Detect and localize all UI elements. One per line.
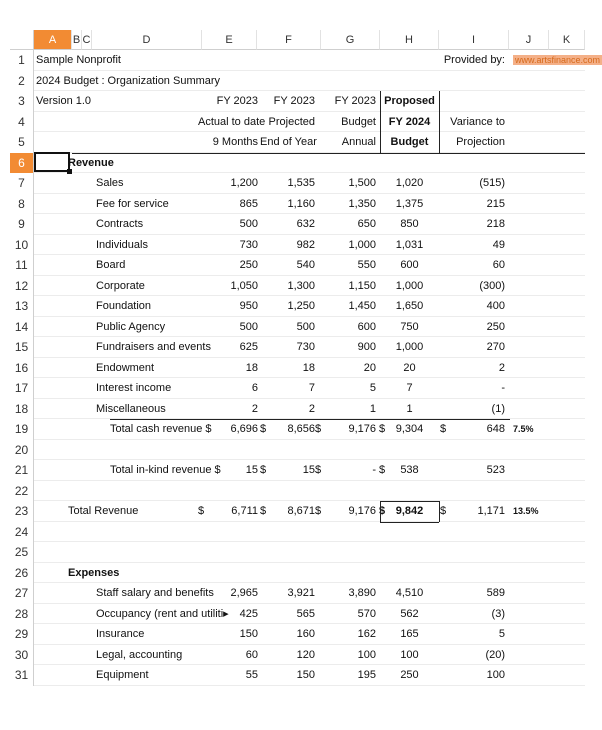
cell-h17[interactable]: 7 bbox=[406, 382, 413, 394]
cell-f16[interactable]: 18 bbox=[302, 361, 315, 374]
cell-h10[interactable]: 1,031 bbox=[395, 238, 424, 251]
cell-e29[interactable]: 150 bbox=[239, 628, 258, 640]
cell-f14[interactable]: 500 bbox=[296, 320, 315, 333]
row-number[interactable]: 29 bbox=[10, 624, 34, 645]
cell-h30[interactable]: 100 bbox=[400, 648, 419, 661]
cell-a1[interactable]: Sample Nonprofit bbox=[36, 54, 121, 66]
cell-e8[interactable]: 865 bbox=[239, 197, 258, 210]
border-line bbox=[72, 153, 585, 154]
cell-i23[interactable]: 1,171 bbox=[477, 505, 505, 517]
cell-e17[interactable]: 6 bbox=[251, 382, 258, 394]
provider-link[interactable]: www.artsfinance.com bbox=[515, 55, 601, 65]
cell-d30[interactable]: Legal, accounting bbox=[96, 648, 183, 661]
row-number[interactable]: 5 bbox=[10, 132, 34, 153]
row-number[interactable]: 21 bbox=[10, 460, 34, 481]
cell-j1[interactable] bbox=[513, 50, 601, 71]
row-number[interactable]: 4 bbox=[10, 112, 34, 133]
cell-g7[interactable]: 1,500 bbox=[348, 177, 376, 189]
cell-i28[interactable]: (3) bbox=[491, 607, 505, 620]
sheet-row bbox=[10, 624, 585, 645]
cell-i16[interactable]: 2 bbox=[498, 361, 505, 374]
sheet-row bbox=[10, 604, 585, 625]
sheet-row bbox=[10, 255, 585, 276]
cell-f17[interactable]: 7 bbox=[308, 382, 315, 394]
cell-f10[interactable]: 982 bbox=[296, 238, 315, 251]
cell-h27[interactable]: 4,510 bbox=[395, 587, 424, 599]
cell-h8[interactable]: 1,375 bbox=[395, 197, 424, 210]
cell-i18[interactable]: (1) bbox=[491, 402, 505, 415]
cell-g17[interactable]: 5 bbox=[369, 382, 376, 394]
cell-h15[interactable]: 1,000 bbox=[395, 341, 424, 353]
cell-f23[interactable]: 8,671 bbox=[287, 505, 315, 517]
border-line bbox=[380, 91, 381, 153]
cell-dr21[interactable]: Total in-kind revenue $ bbox=[110, 464, 221, 476]
sheet-row bbox=[10, 276, 585, 297]
cell-g30[interactable]: 100 bbox=[357, 648, 376, 661]
cell-e15[interactable]: 625 bbox=[239, 341, 258, 353]
cell-i17[interactable]: - bbox=[501, 382, 505, 394]
sheet-row bbox=[10, 153, 585, 174]
cell-g19[interactable]: 9,176 bbox=[348, 423, 376, 435]
cell-d28[interactable]: Occupancy (rent and utiliti▸ bbox=[96, 607, 229, 620]
cell-g12[interactable]: 1,150 bbox=[348, 279, 376, 292]
cell-d17[interactable]: Interest income bbox=[96, 382, 172, 394]
cell-j23[interactable]: 13.5% bbox=[513, 506, 539, 516]
sheet-row bbox=[10, 563, 585, 584]
cell-e16[interactable]: 18 bbox=[245, 361, 258, 374]
cell-h11[interactable]: 600 bbox=[400, 259, 419, 271]
sheet-row bbox=[10, 419, 585, 440]
sheet-row bbox=[10, 378, 585, 399]
cell-d8[interactable]: Fee for service bbox=[96, 197, 169, 210]
sheet-row bbox=[10, 460, 585, 481]
cell-d31[interactable]: Equipment bbox=[96, 669, 149, 681]
cell-e18[interactable]: 2 bbox=[251, 402, 258, 415]
column-header-i[interactable]: I bbox=[439, 30, 509, 50]
cell-f7[interactable]: 1,535 bbox=[287, 177, 315, 189]
row-number[interactable]: 8 bbox=[10, 194, 34, 215]
cell-h23[interactable]: 9,842 bbox=[395, 505, 424, 517]
cell-g5[interactable]: Annual bbox=[341, 136, 376, 148]
cell-i12[interactable]: (300) bbox=[479, 279, 505, 292]
sheet-row bbox=[10, 358, 585, 379]
sheet-row bbox=[10, 481, 585, 502]
cell-d9[interactable]: Contracts bbox=[96, 218, 144, 230]
cell-h29[interactable]: 165 bbox=[400, 628, 419, 640]
cell-g29[interactable]: 162 bbox=[357, 628, 376, 640]
row-number[interactable]: 26 bbox=[10, 563, 34, 584]
cell-e7[interactable]: 1,200 bbox=[230, 177, 258, 189]
row-number[interactable]: 9 bbox=[10, 214, 34, 235]
cell-h12[interactable]: 1,000 bbox=[395, 279, 424, 292]
row-number[interactable]: 24 bbox=[10, 522, 34, 543]
cell-hd19[interactable]: $ bbox=[379, 423, 386, 435]
cell-e23[interactable]: 6,711 bbox=[231, 505, 258, 517]
cell-a2[interactable]: 2024 Budget : Organization Summary bbox=[36, 74, 221, 87]
cell-a3[interactable]: Version 1.0 bbox=[36, 95, 92, 107]
active-cell-cursor[interactable] bbox=[34, 152, 70, 172]
column-header-b[interactable]: B bbox=[72, 30, 82, 50]
cell-e31[interactable]: 55 bbox=[245, 669, 258, 681]
sheet-row bbox=[10, 50, 601, 71]
cell-g21[interactable]: - bbox=[372, 464, 376, 476]
cell-i31[interactable]: 100 bbox=[486, 669, 505, 681]
cell-d11[interactable]: Board bbox=[96, 259, 126, 271]
column-header-c[interactable]: C bbox=[82, 30, 92, 50]
cell-j19[interactable]: 7.5% bbox=[513, 424, 534, 434]
cell-g28[interactable]: 570 bbox=[357, 607, 376, 620]
cell-d29[interactable]: Insurance bbox=[96, 628, 145, 640]
cell-e28[interactable]: 425 bbox=[239, 607, 258, 620]
sheet-row bbox=[10, 91, 585, 112]
cell-f28[interactable]: 565 bbox=[296, 607, 315, 620]
cell-e5[interactable]: 9 Months bbox=[212, 136, 258, 148]
select-all-corner[interactable] bbox=[10, 30, 34, 50]
sheet-row bbox=[10, 542, 585, 563]
border-line bbox=[110, 419, 510, 420]
border-line bbox=[439, 91, 440, 153]
cell-b6[interactable]: Revenue bbox=[68, 156, 114, 169]
cell-g11[interactable]: 550 bbox=[357, 259, 376, 271]
sheet-row bbox=[10, 112, 585, 133]
row-number[interactable]: 10 bbox=[10, 235, 34, 256]
cell-g27[interactable]: 3,890 bbox=[348, 587, 376, 599]
cell-i27[interactable]: 589 bbox=[486, 587, 505, 599]
cell-ed23[interactable]: $ bbox=[198, 505, 205, 517]
cell-e11[interactable]: 250 bbox=[239, 259, 258, 271]
cell-f30[interactable]: 120 bbox=[296, 648, 315, 661]
border-line bbox=[380, 501, 381, 522]
row-number[interactable]: 31 bbox=[10, 665, 34, 686]
sheet-row bbox=[10, 296, 585, 317]
cell-f8[interactable]: 1,160 bbox=[287, 197, 315, 210]
cell-f19[interactable]: 8,656 bbox=[287, 423, 315, 435]
sheet-row bbox=[10, 440, 585, 461]
cell-e12[interactable]: 1,050 bbox=[230, 279, 258, 292]
cell-f21[interactable]: 15 bbox=[302, 464, 315, 476]
cell-fd21[interactable]: $ bbox=[260, 464, 267, 476]
spreadsheet-grid[interactable] bbox=[10, 30, 601, 682]
cell-g18[interactable]: 1 bbox=[369, 402, 376, 415]
cell-d12[interactable]: Corporate bbox=[96, 279, 145, 292]
cell-i29[interactable]: 5 bbox=[498, 628, 505, 640]
cell-f18[interactable]: 2 bbox=[308, 402, 315, 415]
row-number[interactable]: 12 bbox=[10, 276, 34, 297]
row-number[interactable]: 23 bbox=[10, 501, 34, 522]
row-number[interactable]: 3 bbox=[10, 91, 34, 112]
row-number[interactable]: 30 bbox=[10, 645, 34, 666]
cell-i1[interactable]: Provided by: bbox=[443, 54, 505, 66]
cell-f27[interactable]: 3,921 bbox=[287, 587, 315, 599]
cell-f9[interactable]: 632 bbox=[296, 218, 315, 230]
cell-e4[interactable]: Actual to date bbox=[198, 115, 266, 128]
row-number[interactable]: 11 bbox=[10, 255, 34, 276]
column-header-e[interactable]: E bbox=[202, 30, 257, 50]
sheet-row bbox=[10, 522, 585, 543]
sheet-row bbox=[10, 317, 585, 338]
row-number[interactable]: 25 bbox=[10, 542, 34, 563]
column-header-g[interactable]: G bbox=[321, 30, 380, 50]
cell-e14[interactable]: 500 bbox=[239, 320, 258, 333]
cell-e10[interactable]: 730 bbox=[239, 238, 258, 251]
sheet-row bbox=[10, 214, 585, 235]
cell-h21[interactable]: 538 bbox=[400, 464, 419, 476]
cell-d18[interactable]: Miscellaneous bbox=[96, 402, 166, 415]
column-header-a[interactable]: A bbox=[34, 30, 72, 50]
cell-i7[interactable]: (515) bbox=[479, 177, 505, 189]
row-number[interactable]: 20 bbox=[10, 440, 34, 461]
column-header-k[interactable]: K bbox=[549, 30, 585, 50]
cell-g9[interactable]: 650 bbox=[357, 218, 376, 230]
column-header-f[interactable]: F bbox=[257, 30, 321, 50]
column-header-j[interactable]: J bbox=[509, 30, 549, 50]
column-header-bar bbox=[10, 30, 585, 50]
cell-e21[interactable]: 15 bbox=[245, 464, 258, 476]
cell-g8[interactable]: 1,350 bbox=[348, 197, 376, 210]
row-number[interactable]: 6 bbox=[10, 153, 34, 174]
sheet-row bbox=[10, 173, 585, 194]
cell-h16[interactable]: 20 bbox=[403, 361, 416, 374]
cell-f4[interactable]: Projected bbox=[268, 115, 315, 128]
cell-h14[interactable]: 750 bbox=[400, 320, 419, 333]
row-number[interactable]: 1 bbox=[10, 50, 34, 71]
cell-h18[interactable]: 1 bbox=[406, 402, 413, 415]
cell-fd23[interactable]: $ bbox=[260, 505, 267, 517]
cell-g4[interactable]: Budget bbox=[341, 115, 376, 128]
cell-id19[interactable]: $ bbox=[440, 423, 447, 435]
cell-f5[interactable]: End of Year bbox=[260, 136, 317, 148]
column-header-d[interactable]: D bbox=[92, 30, 202, 50]
cell-h7[interactable]: 1,020 bbox=[395, 177, 424, 189]
sheet-row bbox=[10, 194, 585, 215]
cell-g23[interactable]: 9,176 bbox=[348, 505, 376, 517]
cell-b23[interactable]: Total Revenue bbox=[68, 505, 139, 517]
row-number[interactable]: 15 bbox=[10, 337, 34, 358]
cell-i21[interactable]: 523 bbox=[486, 464, 505, 476]
row-number[interactable]: 27 bbox=[10, 583, 34, 604]
cell-f13[interactable]: 1,250 bbox=[287, 300, 315, 312]
border-line bbox=[439, 501, 440, 522]
sheet-row bbox=[10, 501, 585, 522]
cell-g10[interactable]: 1,000 bbox=[348, 238, 376, 251]
cell-e13[interactable]: 950 bbox=[239, 300, 258, 312]
cell-i19[interactable]: 648 bbox=[486, 423, 505, 435]
cell-f11[interactable]: 540 bbox=[296, 259, 315, 271]
cell-d27[interactable]: Staff salary and benefits bbox=[96, 587, 214, 599]
cell-g15[interactable]: 900 bbox=[357, 341, 376, 353]
cell-f15[interactable]: 730 bbox=[296, 341, 315, 353]
cell-d13[interactable]: Foundation bbox=[96, 300, 152, 312]
cell-d15[interactable]: Fundraisers and events bbox=[96, 341, 211, 353]
cell-id23[interactable]: $ bbox=[440, 505, 447, 517]
cell-h28[interactable]: 562 bbox=[400, 607, 419, 620]
border-line bbox=[380, 522, 439, 523]
cell-dr19[interactable]: Total cash revenue $ bbox=[110, 423, 212, 435]
sheet-row bbox=[10, 235, 585, 256]
cell-i30[interactable]: (20) bbox=[485, 648, 505, 661]
fill-handle[interactable] bbox=[67, 169, 72, 174]
sheet-row bbox=[10, 665, 585, 686]
row-number[interactable]: 14 bbox=[10, 317, 34, 338]
cell-gd19[interactable]: $ bbox=[315, 423, 322, 435]
cell-i15[interactable]: 270 bbox=[486, 341, 505, 353]
cell-hd21[interactable]: $ bbox=[379, 464, 386, 476]
cell-f31[interactable]: 150 bbox=[296, 669, 315, 681]
border-line bbox=[380, 501, 439, 502]
cell-i5[interactable]: Projection bbox=[456, 136, 505, 148]
sheet-row bbox=[10, 583, 585, 604]
cell-e19[interactable]: 6,696 bbox=[230, 423, 258, 435]
sheet-row bbox=[10, 132, 585, 153]
cell-d14[interactable]: Public Agency bbox=[96, 320, 166, 333]
cell-d7[interactable]: Sales bbox=[96, 177, 124, 189]
cell-g31[interactable]: 195 bbox=[357, 669, 376, 681]
cell-h5[interactable]: Budget bbox=[390, 136, 429, 148]
cell-i4[interactable]: Variance to bbox=[450, 115, 505, 128]
cell-i9[interactable]: 218 bbox=[486, 218, 505, 230]
cell-f3[interactable]: FY 2023 bbox=[273, 95, 315, 107]
cell-b26[interactable]: Expenses bbox=[68, 566, 120, 579]
cell-g13[interactable]: 1,450 bbox=[348, 300, 376, 312]
cell-i10[interactable]: 49 bbox=[492, 238, 505, 251]
cell-g16[interactable]: 20 bbox=[363, 361, 376, 374]
cell-i13[interactable]: 400 bbox=[486, 300, 505, 312]
cell-gd21[interactable]: $ bbox=[315, 464, 322, 476]
cell-e3[interactable]: FY 2023 bbox=[216, 95, 258, 107]
cell-g14[interactable]: 600 bbox=[357, 320, 376, 333]
row-number[interactable]: 13 bbox=[10, 296, 34, 317]
row-number[interactable]: 18 bbox=[10, 399, 34, 420]
cell-e9[interactable]: 500 bbox=[239, 218, 258, 230]
cell-h13[interactable]: 1,650 bbox=[395, 300, 424, 312]
cell-e30[interactable]: 60 bbox=[245, 648, 258, 661]
sheet-row bbox=[10, 337, 585, 358]
column-header-h[interactable]: H bbox=[380, 30, 439, 50]
sheet-row bbox=[10, 71, 585, 92]
cell-h9[interactable]: 850 bbox=[400, 218, 419, 230]
cell-f29[interactable]: 160 bbox=[296, 628, 315, 640]
cell-g3[interactable]: FY 2023 bbox=[334, 95, 376, 107]
row-number[interactable]: 16 bbox=[10, 358, 34, 379]
cell-i11[interactable]: 60 bbox=[492, 259, 505, 271]
cell-i8[interactable]: 215 bbox=[486, 197, 505, 210]
cell-e27[interactable]: 2,965 bbox=[230, 587, 258, 599]
sheet-row bbox=[10, 399, 585, 420]
row-number[interactable]: 22 bbox=[10, 481, 34, 502]
sheet-row bbox=[10, 645, 585, 666]
cell-d16[interactable]: Endowment bbox=[96, 361, 155, 374]
row-number[interactable]: 2 bbox=[10, 71, 34, 92]
cell-i14[interactable]: 250 bbox=[486, 320, 505, 333]
row-number[interactable]: 7 bbox=[10, 173, 34, 194]
row-number[interactable]: 19 bbox=[10, 419, 34, 440]
cell-h4[interactable]: FY 2024 bbox=[388, 115, 431, 128]
cell-h19[interactable]: 9,304 bbox=[395, 423, 424, 435]
row-number[interactable]: 17 bbox=[10, 378, 34, 399]
cell-f12[interactable]: 1,300 bbox=[287, 279, 315, 292]
cell-d10[interactable]: Individuals bbox=[96, 238, 148, 251]
cell-h31[interactable]: 250 bbox=[400, 669, 419, 681]
row-number[interactable]: 28 bbox=[10, 604, 34, 625]
cell-h3[interactable]: Proposed bbox=[384, 95, 435, 107]
cell-fd19[interactable]: $ bbox=[260, 423, 267, 435]
cell-gd23[interactable]: $ bbox=[315, 505, 322, 517]
cell-hd23[interactable]: $ bbox=[379, 505, 386, 517]
